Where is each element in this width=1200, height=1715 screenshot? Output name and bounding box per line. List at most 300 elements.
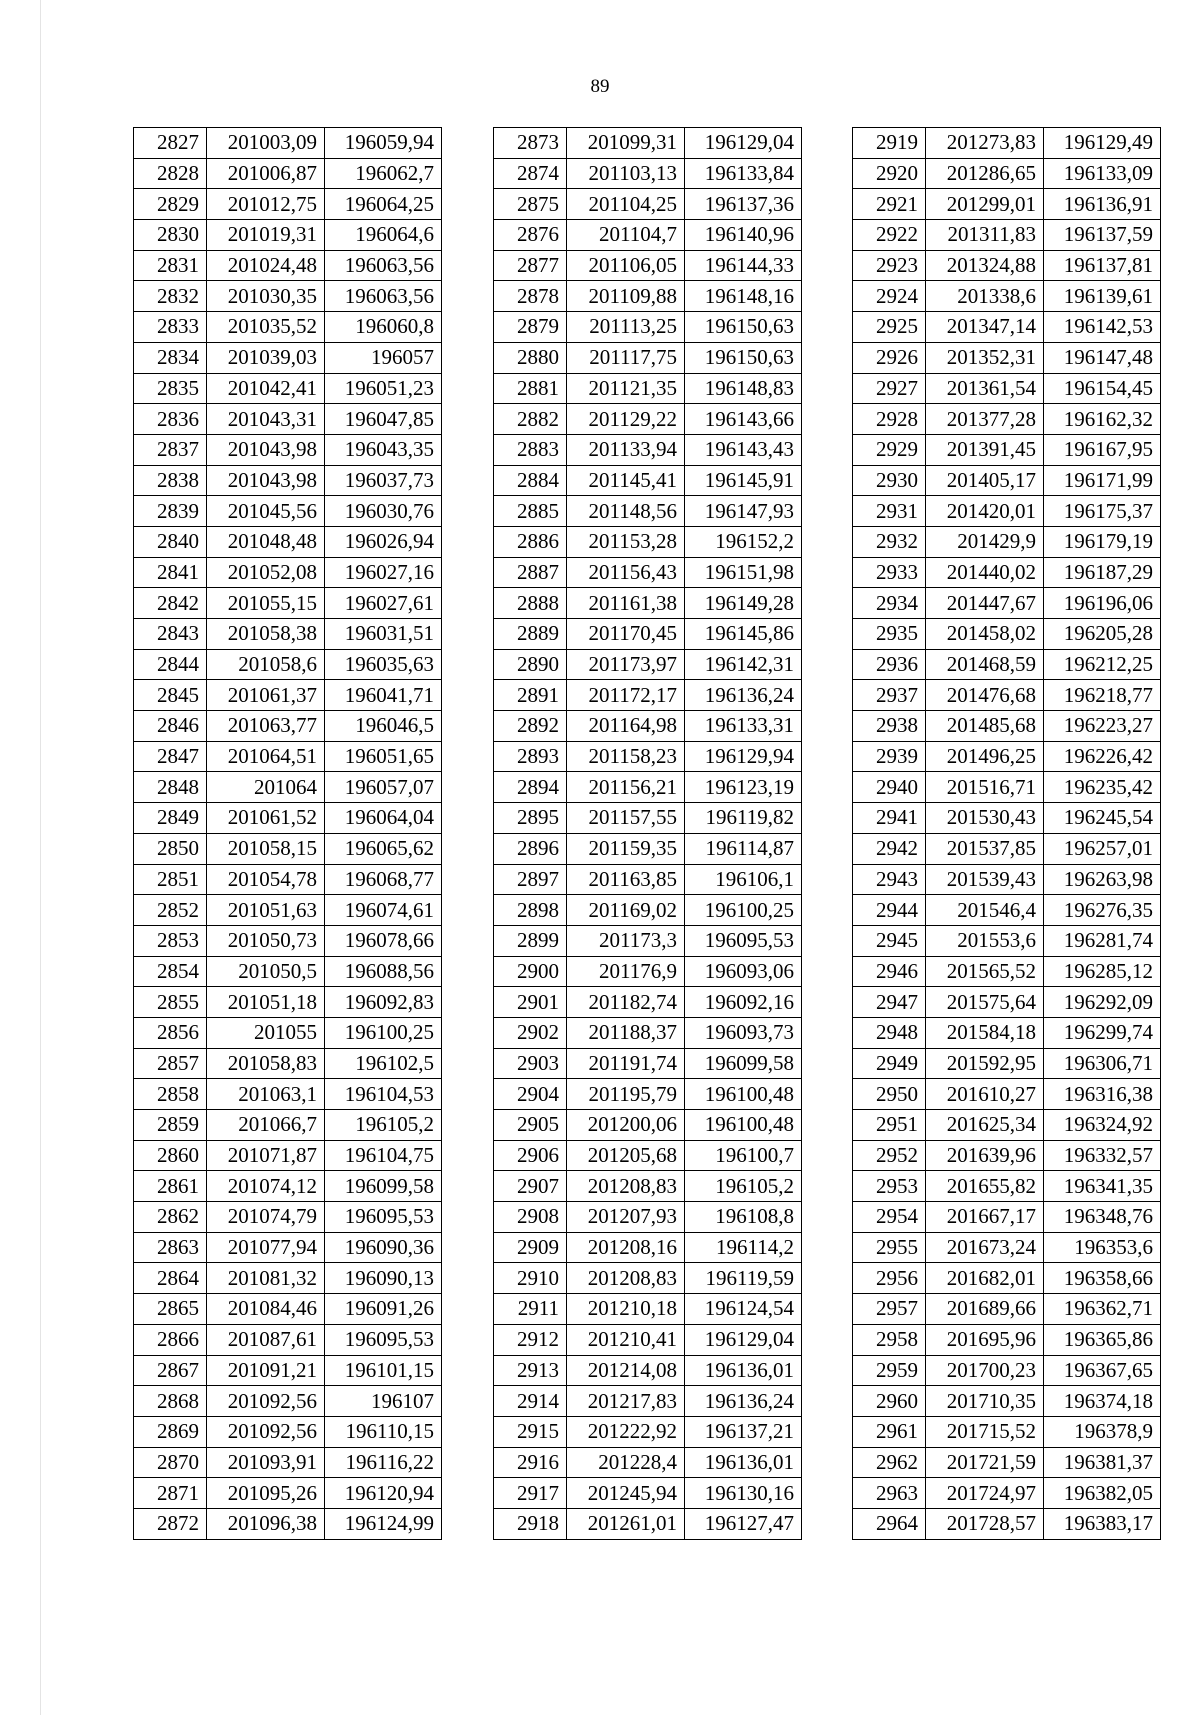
point-number-cell: 2850 — [134, 833, 207, 864]
point-number-cell: 2957 — [853, 1294, 926, 1325]
y-coordinate-cell: 196060,8 — [325, 312, 442, 343]
x-coordinate-cell: 201172,17 — [567, 680, 685, 711]
x-coordinate-cell: 201440,02 — [926, 557, 1044, 588]
x-coordinate-cell: 201158,23 — [567, 741, 685, 772]
x-coordinate-cell: 201113,25 — [567, 312, 685, 343]
table-row — [853, 250, 1161, 281]
point-number-cell: 2938 — [853, 711, 926, 742]
x-coordinate-cell: 201191,74 — [567, 1048, 685, 1079]
y-coordinate-cell: 196324,92 — [1044, 1110, 1161, 1141]
x-coordinate-cell: 201458,02 — [926, 619, 1044, 650]
y-coordinate-cell: 196051,65 — [325, 741, 442, 772]
y-coordinate-cell: 196057 — [325, 342, 442, 373]
point-number-cell: 2887 — [494, 557, 567, 588]
y-coordinate-cell: 196100,48 — [685, 1079, 802, 1110]
y-coordinate-cell: 196129,04 — [685, 128, 802, 159]
x-coordinate-cell: 201673,24 — [926, 1232, 1044, 1263]
table-row — [494, 281, 802, 312]
y-coordinate-cell: 196105,2 — [685, 1171, 802, 1202]
table-row — [494, 404, 802, 435]
table-row — [494, 128, 802, 159]
point-number-cell: 2907 — [494, 1171, 567, 1202]
y-coordinate-cell: 196129,04 — [685, 1324, 802, 1355]
point-number-cell: 2948 — [853, 1017, 926, 1048]
table-row — [494, 1048, 802, 1079]
point-number-cell: 2919 — [853, 128, 926, 159]
point-number-cell: 2862 — [134, 1202, 207, 1233]
point-number-cell: 2867 — [134, 1355, 207, 1386]
table-row — [853, 803, 1161, 834]
point-number-cell: 2849 — [134, 803, 207, 834]
table-row — [853, 158, 1161, 189]
point-number-cell: 2838 — [134, 465, 207, 496]
x-coordinate-cell: 201035,52 — [207, 312, 325, 343]
x-coordinate-cell: 201019,31 — [207, 220, 325, 251]
y-coordinate-cell: 196114,87 — [685, 833, 802, 864]
y-coordinate-cell: 196151,98 — [685, 557, 802, 588]
table-row — [134, 128, 442, 159]
x-coordinate-cell: 201625,34 — [926, 1110, 1044, 1141]
point-number-cell: 2933 — [853, 557, 926, 588]
x-coordinate-cell: 201058,15 — [207, 833, 325, 864]
x-coordinate-cell: 201050,5 — [207, 956, 325, 987]
table-row — [134, 772, 442, 803]
y-coordinate-cell: 196235,42 — [1044, 772, 1161, 803]
point-number-cell: 2904 — [494, 1079, 567, 1110]
y-coordinate-cell: 196092,83 — [325, 987, 442, 1018]
point-number-cell: 2960 — [853, 1386, 926, 1417]
y-coordinate-cell: 196383,17 — [1044, 1508, 1161, 1539]
table-row — [134, 1140, 442, 1171]
table-row — [494, 1324, 802, 1355]
point-number-cell: 2837 — [134, 434, 207, 465]
table-row — [853, 680, 1161, 711]
point-number-cell: 2881 — [494, 373, 567, 404]
table-row — [494, 1171, 802, 1202]
table-row — [134, 1478, 442, 1509]
x-coordinate-cell: 201447,67 — [926, 588, 1044, 619]
table-row — [853, 1110, 1161, 1141]
x-coordinate-cell: 201530,43 — [926, 803, 1044, 834]
point-number-cell: 2899 — [494, 925, 567, 956]
point-number-cell: 2885 — [494, 496, 567, 527]
point-number-cell: 2906 — [494, 1140, 567, 1171]
table-row — [134, 404, 442, 435]
point-number-cell: 2931 — [853, 496, 926, 527]
y-coordinate-cell: 196149,28 — [685, 588, 802, 619]
y-coordinate-cell: 196212,25 — [1044, 649, 1161, 680]
y-coordinate-cell: 196142,31 — [685, 649, 802, 680]
point-number-cell: 2883 — [494, 434, 567, 465]
y-coordinate-cell: 196064,25 — [325, 189, 442, 220]
point-number-cell: 2893 — [494, 741, 567, 772]
x-coordinate-cell: 201058,6 — [207, 649, 325, 680]
point-number-cell: 2943 — [853, 864, 926, 895]
table-row — [494, 434, 802, 465]
y-coordinate-cell: 196064,6 — [325, 220, 442, 251]
point-number-cell: 2894 — [494, 772, 567, 803]
point-number-cell: 2934 — [853, 588, 926, 619]
y-coordinate-cell: 196196,06 — [1044, 588, 1161, 619]
table-row — [134, 1508, 442, 1539]
y-coordinate-cell: 196136,24 — [685, 1386, 802, 1417]
table-row — [494, 772, 802, 803]
x-coordinate-cell: 201273,83 — [926, 128, 1044, 159]
point-number-cell: 2903 — [494, 1048, 567, 1079]
table-row — [494, 312, 802, 343]
y-coordinate-cell: 196119,59 — [685, 1263, 802, 1294]
x-coordinate-cell: 201208,83 — [567, 1171, 685, 1202]
y-coordinate-cell: 196381,37 — [1044, 1447, 1161, 1478]
table-row — [134, 281, 442, 312]
point-number-cell: 2829 — [134, 189, 207, 220]
y-coordinate-cell: 196171,99 — [1044, 465, 1161, 496]
x-coordinate-cell: 201715,52 — [926, 1416, 1044, 1447]
y-coordinate-cell: 196362,71 — [1044, 1294, 1161, 1325]
y-coordinate-cell: 196063,56 — [325, 281, 442, 312]
table-row — [853, 1017, 1161, 1048]
x-coordinate-cell: 201420,01 — [926, 496, 1044, 527]
point-number-cell: 2945 — [853, 925, 926, 956]
x-coordinate-cell: 201208,16 — [567, 1232, 685, 1263]
point-number-cell: 2858 — [134, 1079, 207, 1110]
table-row — [494, 619, 802, 650]
x-coordinate-cell: 201104,25 — [567, 189, 685, 220]
point-number-cell: 2869 — [134, 1416, 207, 1447]
table-row — [134, 1263, 442, 1294]
table-row — [134, 220, 442, 251]
point-number-cell: 2959 — [853, 1355, 926, 1386]
table-row — [853, 404, 1161, 435]
table-row — [853, 557, 1161, 588]
coordinates-table-2 — [493, 127, 802, 1540]
x-coordinate-cell: 201724,97 — [926, 1478, 1044, 1509]
point-number-cell: 2866 — [134, 1324, 207, 1355]
y-coordinate-cell: 196099,58 — [685, 1048, 802, 1079]
table-row — [494, 220, 802, 251]
y-coordinate-cell: 196205,28 — [1044, 619, 1161, 650]
y-coordinate-cell: 196127,47 — [685, 1508, 802, 1539]
y-coordinate-cell: 196137,81 — [1044, 250, 1161, 281]
point-number-cell: 2964 — [853, 1508, 926, 1539]
x-coordinate-cell: 201496,25 — [926, 741, 1044, 772]
x-coordinate-cell: 201575,64 — [926, 987, 1044, 1018]
table-row — [134, 1447, 442, 1478]
x-coordinate-cell: 201052,08 — [207, 557, 325, 588]
point-number-cell: 2912 — [494, 1324, 567, 1355]
y-coordinate-cell: 196116,22 — [325, 1447, 442, 1478]
y-coordinate-cell: 196285,12 — [1044, 956, 1161, 987]
table-row — [853, 496, 1161, 527]
point-number-cell: 2961 — [853, 1416, 926, 1447]
point-number-cell: 2830 — [134, 220, 207, 251]
x-coordinate-cell: 201182,74 — [567, 987, 685, 1018]
x-coordinate-cell: 201728,57 — [926, 1508, 1044, 1539]
point-number-cell: 2930 — [853, 465, 926, 496]
x-coordinate-cell: 201148,56 — [567, 496, 685, 527]
point-number-cell: 2857 — [134, 1048, 207, 1079]
point-number-cell: 2833 — [134, 312, 207, 343]
x-coordinate-cell: 201087,61 — [207, 1324, 325, 1355]
point-number-cell: 2863 — [134, 1232, 207, 1263]
y-coordinate-cell: 196133,09 — [1044, 158, 1161, 189]
y-coordinate-cell: 196129,49 — [1044, 128, 1161, 159]
point-number-cell: 2896 — [494, 833, 567, 864]
point-number-cell: 2865 — [134, 1294, 207, 1325]
point-number-cell: 2875 — [494, 189, 567, 220]
table-row — [853, 895, 1161, 926]
point-number-cell: 2877 — [494, 250, 567, 281]
x-coordinate-cell: 201210,18 — [567, 1294, 685, 1325]
y-coordinate-cell: 196136,24 — [685, 680, 802, 711]
x-coordinate-cell: 201095,26 — [207, 1478, 325, 1509]
point-number-cell: 2958 — [853, 1324, 926, 1355]
table-row — [853, 1048, 1161, 1079]
y-coordinate-cell: 196144,33 — [685, 250, 802, 281]
x-coordinate-cell: 201176,9 — [567, 956, 685, 987]
y-coordinate-cell: 196365,86 — [1044, 1324, 1161, 1355]
table-row — [494, 373, 802, 404]
point-number-cell: 2953 — [853, 1171, 926, 1202]
y-coordinate-cell: 196041,71 — [325, 680, 442, 711]
x-coordinate-cell: 201164,98 — [567, 711, 685, 742]
x-coordinate-cell: 201043,31 — [207, 404, 325, 435]
x-coordinate-cell: 201286,65 — [926, 158, 1044, 189]
y-coordinate-cell: 196136,01 — [685, 1355, 802, 1386]
x-coordinate-cell: 201347,14 — [926, 312, 1044, 343]
x-coordinate-cell: 201051,18 — [207, 987, 325, 1018]
y-coordinate-cell: 196358,66 — [1044, 1263, 1161, 1294]
point-number-cell: 2828 — [134, 158, 207, 189]
x-coordinate-cell: 201217,83 — [567, 1386, 685, 1417]
table-row — [134, 1171, 442, 1202]
point-number-cell: 2880 — [494, 342, 567, 373]
y-coordinate-cell: 196100,7 — [685, 1140, 802, 1171]
table-row — [494, 711, 802, 742]
y-coordinate-cell: 196130,16 — [685, 1478, 802, 1509]
table-row — [853, 465, 1161, 496]
y-coordinate-cell: 196100,25 — [685, 895, 802, 926]
table-row — [494, 158, 802, 189]
table-row — [134, 465, 442, 496]
x-coordinate-cell: 201064,51 — [207, 741, 325, 772]
y-coordinate-cell: 196332,57 — [1044, 1140, 1161, 1171]
x-coordinate-cell: 201058,83 — [207, 1048, 325, 1079]
point-number-cell: 2902 — [494, 1017, 567, 1048]
table-row — [853, 1478, 1161, 1509]
y-coordinate-cell: 196353,6 — [1044, 1232, 1161, 1263]
x-coordinate-cell: 201024,48 — [207, 250, 325, 281]
x-coordinate-cell: 201639,96 — [926, 1140, 1044, 1171]
table-row — [853, 1355, 1161, 1386]
y-coordinate-cell: 196137,59 — [1044, 220, 1161, 251]
point-number-cell: 2925 — [853, 312, 926, 343]
x-coordinate-cell: 201311,83 — [926, 220, 1044, 251]
point-number-cell: 2927 — [853, 373, 926, 404]
y-coordinate-cell: 196257,01 — [1044, 833, 1161, 864]
y-coordinate-cell: 196090,36 — [325, 1232, 442, 1263]
y-coordinate-cell: 196119,82 — [685, 803, 802, 834]
point-number-cell: 2936 — [853, 649, 926, 680]
point-number-cell: 2827 — [134, 128, 207, 159]
y-coordinate-cell: 196043,35 — [325, 434, 442, 465]
y-coordinate-cell: 196062,7 — [325, 158, 442, 189]
coordinates-table-3 — [852, 127, 1161, 1540]
y-coordinate-cell: 196382,05 — [1044, 1478, 1161, 1509]
point-number-cell: 2935 — [853, 619, 926, 650]
x-coordinate-cell: 201689,66 — [926, 1294, 1044, 1325]
table-row — [134, 711, 442, 742]
table-row — [853, 833, 1161, 864]
y-coordinate-cell: 196133,84 — [685, 158, 802, 189]
y-coordinate-cell: 196292,09 — [1044, 987, 1161, 1018]
y-coordinate-cell: 196133,31 — [685, 711, 802, 742]
point-number-cell: 2874 — [494, 158, 567, 189]
point-number-cell: 2910 — [494, 1263, 567, 1294]
x-coordinate-cell: 201121,35 — [567, 373, 685, 404]
x-coordinate-cell: 201261,01 — [567, 1508, 685, 1539]
x-coordinate-cell: 201012,75 — [207, 189, 325, 220]
y-coordinate-cell: 196175,37 — [1044, 496, 1161, 527]
table-row — [494, 1355, 802, 1386]
point-number-cell: 2951 — [853, 1110, 926, 1141]
point-number-cell: 2879 — [494, 312, 567, 343]
table-row — [494, 864, 802, 895]
table-row — [134, 189, 442, 220]
table-row — [494, 496, 802, 527]
y-coordinate-cell: 196150,63 — [685, 312, 802, 343]
y-coordinate-cell: 196147,48 — [1044, 342, 1161, 373]
point-number-cell: 2884 — [494, 465, 567, 496]
table-row — [853, 1079, 1161, 1110]
point-number-cell: 2942 — [853, 833, 926, 864]
point-number-cell: 2873 — [494, 128, 567, 159]
table-row — [853, 588, 1161, 619]
y-coordinate-cell: 196059,94 — [325, 128, 442, 159]
y-coordinate-cell: 196063,56 — [325, 250, 442, 281]
point-number-cell: 2861 — [134, 1171, 207, 1202]
y-coordinate-cell: 196095,53 — [325, 1324, 442, 1355]
x-coordinate-cell: 201208,83 — [567, 1263, 685, 1294]
point-number-cell: 2917 — [494, 1478, 567, 1509]
table-row — [494, 1079, 802, 1110]
y-coordinate-cell: 196263,98 — [1044, 864, 1161, 895]
table-row — [494, 925, 802, 956]
point-number-cell: 2872 — [134, 1508, 207, 1539]
x-coordinate-cell: 201106,05 — [567, 250, 685, 281]
y-coordinate-cell: 196152,2 — [685, 526, 802, 557]
point-number-cell: 2882 — [494, 404, 567, 435]
x-coordinate-cell: 201077,94 — [207, 1232, 325, 1263]
point-number-cell: 2922 — [853, 220, 926, 251]
x-coordinate-cell: 201537,85 — [926, 833, 1044, 864]
table-row — [134, 1232, 442, 1263]
x-coordinate-cell: 201081,32 — [207, 1263, 325, 1294]
point-number-cell: 2870 — [134, 1447, 207, 1478]
x-coordinate-cell: 201104,7 — [567, 220, 685, 251]
scan-margin-line — [40, 0, 41, 1715]
table-row — [134, 557, 442, 588]
x-coordinate-cell: 201042,41 — [207, 373, 325, 404]
table-row — [494, 1478, 802, 1509]
point-number-cell: 2901 — [494, 987, 567, 1018]
table-row — [494, 1508, 802, 1539]
x-coordinate-cell: 201391,45 — [926, 434, 1044, 465]
table-row — [494, 1017, 802, 1048]
point-number-cell: 2909 — [494, 1232, 567, 1263]
x-coordinate-cell: 201109,88 — [567, 281, 685, 312]
point-number-cell: 2864 — [134, 1263, 207, 1294]
x-coordinate-cell: 201207,93 — [567, 1202, 685, 1233]
table-row — [853, 373, 1161, 404]
x-coordinate-cell: 201210,41 — [567, 1324, 685, 1355]
table-row — [494, 1294, 802, 1325]
point-number-cell: 2860 — [134, 1140, 207, 1171]
x-coordinate-cell: 201214,08 — [567, 1355, 685, 1386]
table-row — [494, 1232, 802, 1263]
y-coordinate-cell: 196129,94 — [685, 741, 802, 772]
y-coordinate-cell: 196137,36 — [685, 189, 802, 220]
table-row — [494, 1202, 802, 1233]
x-coordinate-cell: 201682,01 — [926, 1263, 1044, 1294]
x-coordinate-cell: 201553,6 — [926, 925, 1044, 956]
y-coordinate-cell: 196031,51 — [325, 619, 442, 650]
y-coordinate-cell: 196226,42 — [1044, 741, 1161, 772]
table-row — [134, 1416, 442, 1447]
point-number-cell: 2914 — [494, 1386, 567, 1417]
y-coordinate-cell: 196137,21 — [685, 1416, 802, 1447]
y-coordinate-cell: 196051,23 — [325, 373, 442, 404]
table-row — [494, 1416, 802, 1447]
table-row — [134, 1017, 442, 1048]
y-coordinate-cell: 196154,45 — [1044, 373, 1161, 404]
table-row — [494, 833, 802, 864]
x-coordinate-cell: 201043,98 — [207, 465, 325, 496]
y-coordinate-cell: 196218,77 — [1044, 680, 1161, 711]
y-coordinate-cell: 196100,25 — [325, 1017, 442, 1048]
x-coordinate-cell: 201188,37 — [567, 1017, 685, 1048]
x-coordinate-cell: 201584,18 — [926, 1017, 1044, 1048]
point-number-cell: 2891 — [494, 680, 567, 711]
point-number-cell: 2888 — [494, 588, 567, 619]
table-row — [494, 1263, 802, 1294]
y-coordinate-cell: 196120,94 — [325, 1478, 442, 1509]
point-number-cell: 2956 — [853, 1263, 926, 1294]
x-coordinate-cell: 201610,27 — [926, 1079, 1044, 1110]
table-row — [853, 1202, 1161, 1233]
table-row — [134, 496, 442, 527]
point-number-cell: 2889 — [494, 619, 567, 650]
point-number-cell: 2852 — [134, 895, 207, 926]
table-row — [134, 1079, 442, 1110]
y-coordinate-cell: 196114,2 — [685, 1232, 802, 1263]
point-number-cell: 2841 — [134, 557, 207, 588]
table-row — [134, 925, 442, 956]
table-row — [853, 220, 1161, 251]
point-number-cell: 2929 — [853, 434, 926, 465]
y-coordinate-cell: 196348,76 — [1044, 1202, 1161, 1233]
y-coordinate-cell: 196037,73 — [325, 465, 442, 496]
point-number-cell: 2890 — [494, 649, 567, 680]
point-number-cell: 2859 — [134, 1110, 207, 1141]
y-coordinate-cell: 196143,43 — [685, 434, 802, 465]
x-coordinate-cell: 201405,17 — [926, 465, 1044, 496]
y-coordinate-cell: 196374,18 — [1044, 1386, 1161, 1417]
point-number-cell: 2876 — [494, 220, 567, 251]
point-number-cell: 2941 — [853, 803, 926, 834]
x-coordinate-cell: 201161,38 — [567, 588, 685, 619]
y-coordinate-cell: 196223,27 — [1044, 711, 1161, 742]
